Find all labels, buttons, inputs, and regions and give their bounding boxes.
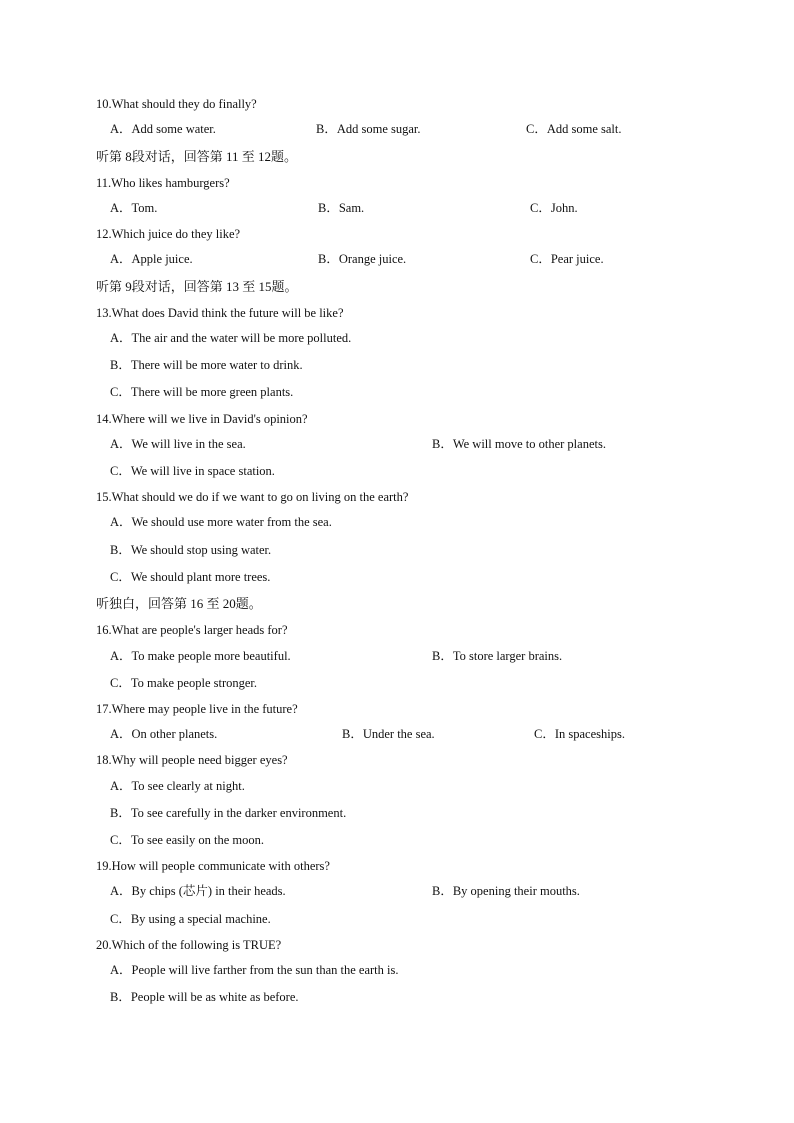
question-15: 15.What should we do if we want to go on living on the earth? [96,490,409,504]
section-heading-8: 听第 8段对话，回答第 11 至 12题。 [96,149,298,164]
question-13-option-b: B．There will be more water to drink. [110,358,303,372]
question-12-option-b: B．Orange juice. [318,252,407,266]
section-heading-9: 听第 9段对话，回答第 13 至 15题。 [96,279,298,294]
question-11-option-a: A．Tom. [110,201,158,215]
question-10: 10.What should they do finally? [96,97,257,111]
question-18-option-b: B．To see carefully in the darker environment. [110,806,347,820]
question-11-option-b: B．Sam. [318,201,365,215]
question-12-option-a: A．Apple juice. [110,252,193,266]
question-10-option-b: B．Add some sugar. [316,122,421,136]
question-20-option-a: A．People will live farther from the sun than the earth is. [110,963,399,977]
question-18: 18.Why will people need bigger eyes? [96,753,288,767]
question-17-option-a: A．On other planets. [110,727,218,741]
question-10-option-c: C．Add some salt. [526,122,622,136]
question-20: 20.Which of the following is TRUE? [96,938,282,952]
question-14: 14.Where will we live in David's opinion? [96,412,308,426]
question-15-option-c: C．We should plant more trees. [110,570,271,584]
question-17-option-b: B．Under the sea. [342,727,435,741]
question-16: 16.What are people's larger heads for? [96,623,288,637]
question-13-option-a: A．The air and the water will be more polluted. [110,331,352,345]
question-18-option-a: A．To see clearly at night. [110,779,245,793]
question-17-option-c: C．In spaceships. [534,727,625,741]
question-19-option-c: C．By using a special machine. [110,912,271,926]
question-19: 19.How will people communicate with others? [96,859,330,873]
question-15-option-a: A．We should use more water from the sea. [110,515,332,529]
question-10-option-a: A．Add some water. [110,122,216,136]
section-heading-monologue: 听独白，回答第 16 至 20题。 [96,596,262,611]
question-12-option-c: C．Pear juice. [530,252,604,266]
question-15-option-b: B．We should stop using water. [110,543,272,557]
question-16-option-c: C．To make people stronger. [110,676,258,690]
question-14-option-a: A．We will live in the sea. [110,437,246,451]
question-19-option-b: B．By opening their mouths. [432,884,580,898]
question-13: 13.What does David think the future will be like? [96,306,344,320]
question-11-option-c: C．John. [530,201,578,215]
question-13-option-c: C．There will be more green plants. [110,385,294,399]
question-11: 11.Who likes hamburgers? [96,176,230,190]
question-19-option-a: A．By chips (芯片) in their heads. [110,884,286,898]
question-12: 12.Which juice do they like? [96,227,241,241]
question-16-option-a: A．To make people more beautiful. [110,649,291,663]
question-18-option-c: C．To see easily on the moon. [110,833,264,847]
question-14-option-c: C．We will live in space station. [110,464,275,478]
question-17: 17.Where may people live in the future? [96,702,298,716]
question-16-option-b: B．To store larger brains. [432,649,563,663]
question-14-option-b: B．We will move to other planets. [432,437,606,451]
question-20-option-b: B．People will be as white as before. [110,990,299,1004]
